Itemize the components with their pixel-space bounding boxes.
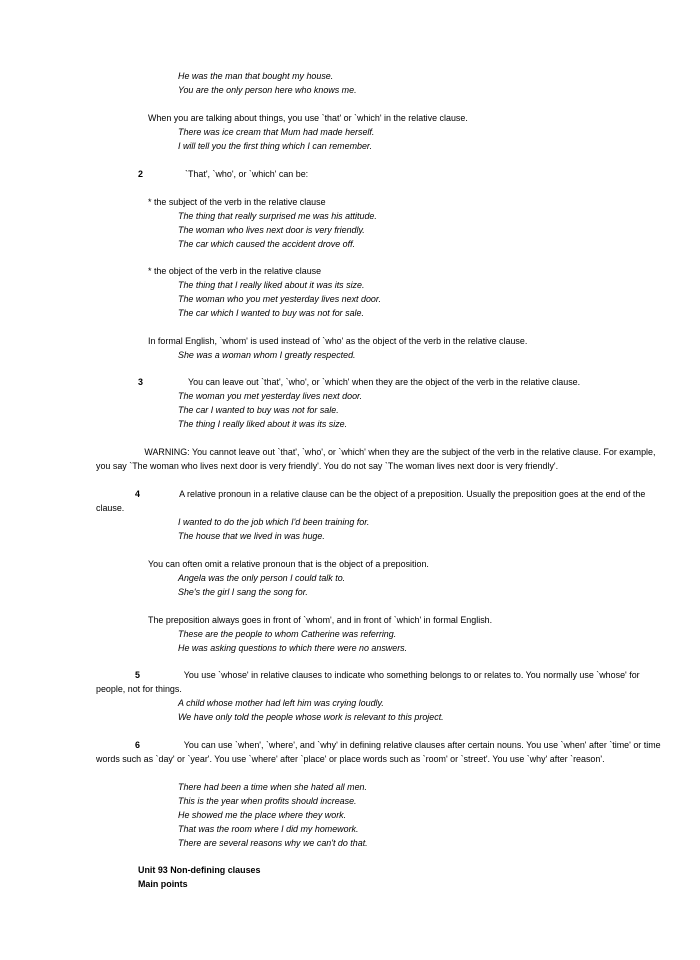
body-text: In formal English, `whom' is used instead of `who' as the object of the verb in the relative clause. [148,336,528,347]
example-sentence: The car I wanted to buy was not for sale. [178,405,339,416]
example-sentence: The car which caused the accident drove off. [178,239,356,250]
example-sentence: He was asking questions to which there were no answers. [178,643,408,654]
section-4-paragraph [96,488,668,516]
example-sentence: A child whose mother had left him was crying loudly. [178,698,384,709]
section-text: You can leave out `that', `who', or `which' when they are the object of the verb in the relative clause. [188,377,581,388]
example-sentence: Angela was the only person I could talk to. [178,573,346,584]
example-sentence: The woman who you met yesterday lives next door. [178,294,382,305]
example-sentence: You are the only person here who knows me. [178,85,357,96]
example-sentence: This is the year when profits should increase. [178,796,357,807]
section-text: You can use `when', `where', and `why' in defining relative clauses after certain nouns. You use `when' after `time' or time words such as `day' or `year'. You use `where' after `place' or place words such as `room' or `street'. You use `why' after `reason'. [96,740,661,765]
example-sentence: There was ice cream that Mum had made herself. [178,127,375,138]
section-text: You use `whose' in relative clauses to indicate who something belongs to or relates to. You normally use `whose' for people, not for things. [96,670,640,695]
section-5-paragraph [96,669,668,697]
warning-paragraph [96,446,668,474]
section-number: 2 [138,169,143,180]
example-sentence: We have only told the people whose work is relevant to this project. [178,712,444,723]
section-number: 5 [135,670,141,681]
unit-title: Unit 93 Non-defining clauses [138,865,261,876]
bullet-heading: * the object of the verb in the relative clause [148,266,322,277]
body-text: The preposition always goes in front of `whom', and in front of `which' in formal English. [148,615,493,626]
unit-subtitle: Main points [138,879,188,890]
body-text: When you are talking about things, you use `that' or `which' in the relative clause. [148,113,468,124]
example-sentence: He was the man that bought my house. [178,71,334,82]
example-sentence: The thing I really liked about it was its size. [178,419,348,430]
bullet-heading: * the subject of the verb in the relative clause [148,197,326,208]
example-sentence: The woman who lives next door is very friendly. [178,225,365,236]
body-text: You can often omit a relative pronoun that is the object of a preposition. [148,559,429,570]
example-sentence: She's the girl I sang the song for. [178,587,308,598]
example-sentence: I wanted to do the job which I'd been training for. [178,517,370,528]
example-sentence: She was a woman whom I greatly respected. [178,350,356,361]
example-sentence: I will tell you the first thing which I can remember. [178,141,373,152]
section-number: 4 [135,489,141,500]
example-sentence: That was the room where I did my homework. [178,824,359,835]
section-text: A relative pronoun in a relative clause can be the object of a preposition. Usually the preposition goes at the end of the clause. [96,489,646,514]
example-sentence: The woman you met yesterday lives next door. [178,391,363,402]
example-sentence: The house that we lived in was huge. [178,531,325,542]
example-sentence: There are several reasons why we can't do that. [178,838,368,849]
section-number: 3 [138,377,143,388]
example-sentence: The thing that really surprised me was his attitude. [178,211,377,222]
example-sentence: The car which I wanted to buy was not for sale. [178,308,364,319]
section-6-paragraph [96,739,668,767]
section-text: `That', `who', or `which' can be: [185,169,309,180]
example-sentence: There had been a time when she hated all men. [178,782,367,793]
example-sentence: He showed me the place where they work. [178,810,347,821]
warning-text: WARNING: You cannot leave out `that', `who', or `which' when they are the subject of the verb in the relative clause. For example, you say `The woman who lives next door is very friendly'. You do not say `The woman lives next door is very friendly'. [96,447,656,472]
section-number: 6 [135,740,141,751]
example-sentence: These are the people to whom Catherine was referring. [178,629,397,640]
example-sentence: The thing that I really liked about it was its size. [178,280,365,291]
